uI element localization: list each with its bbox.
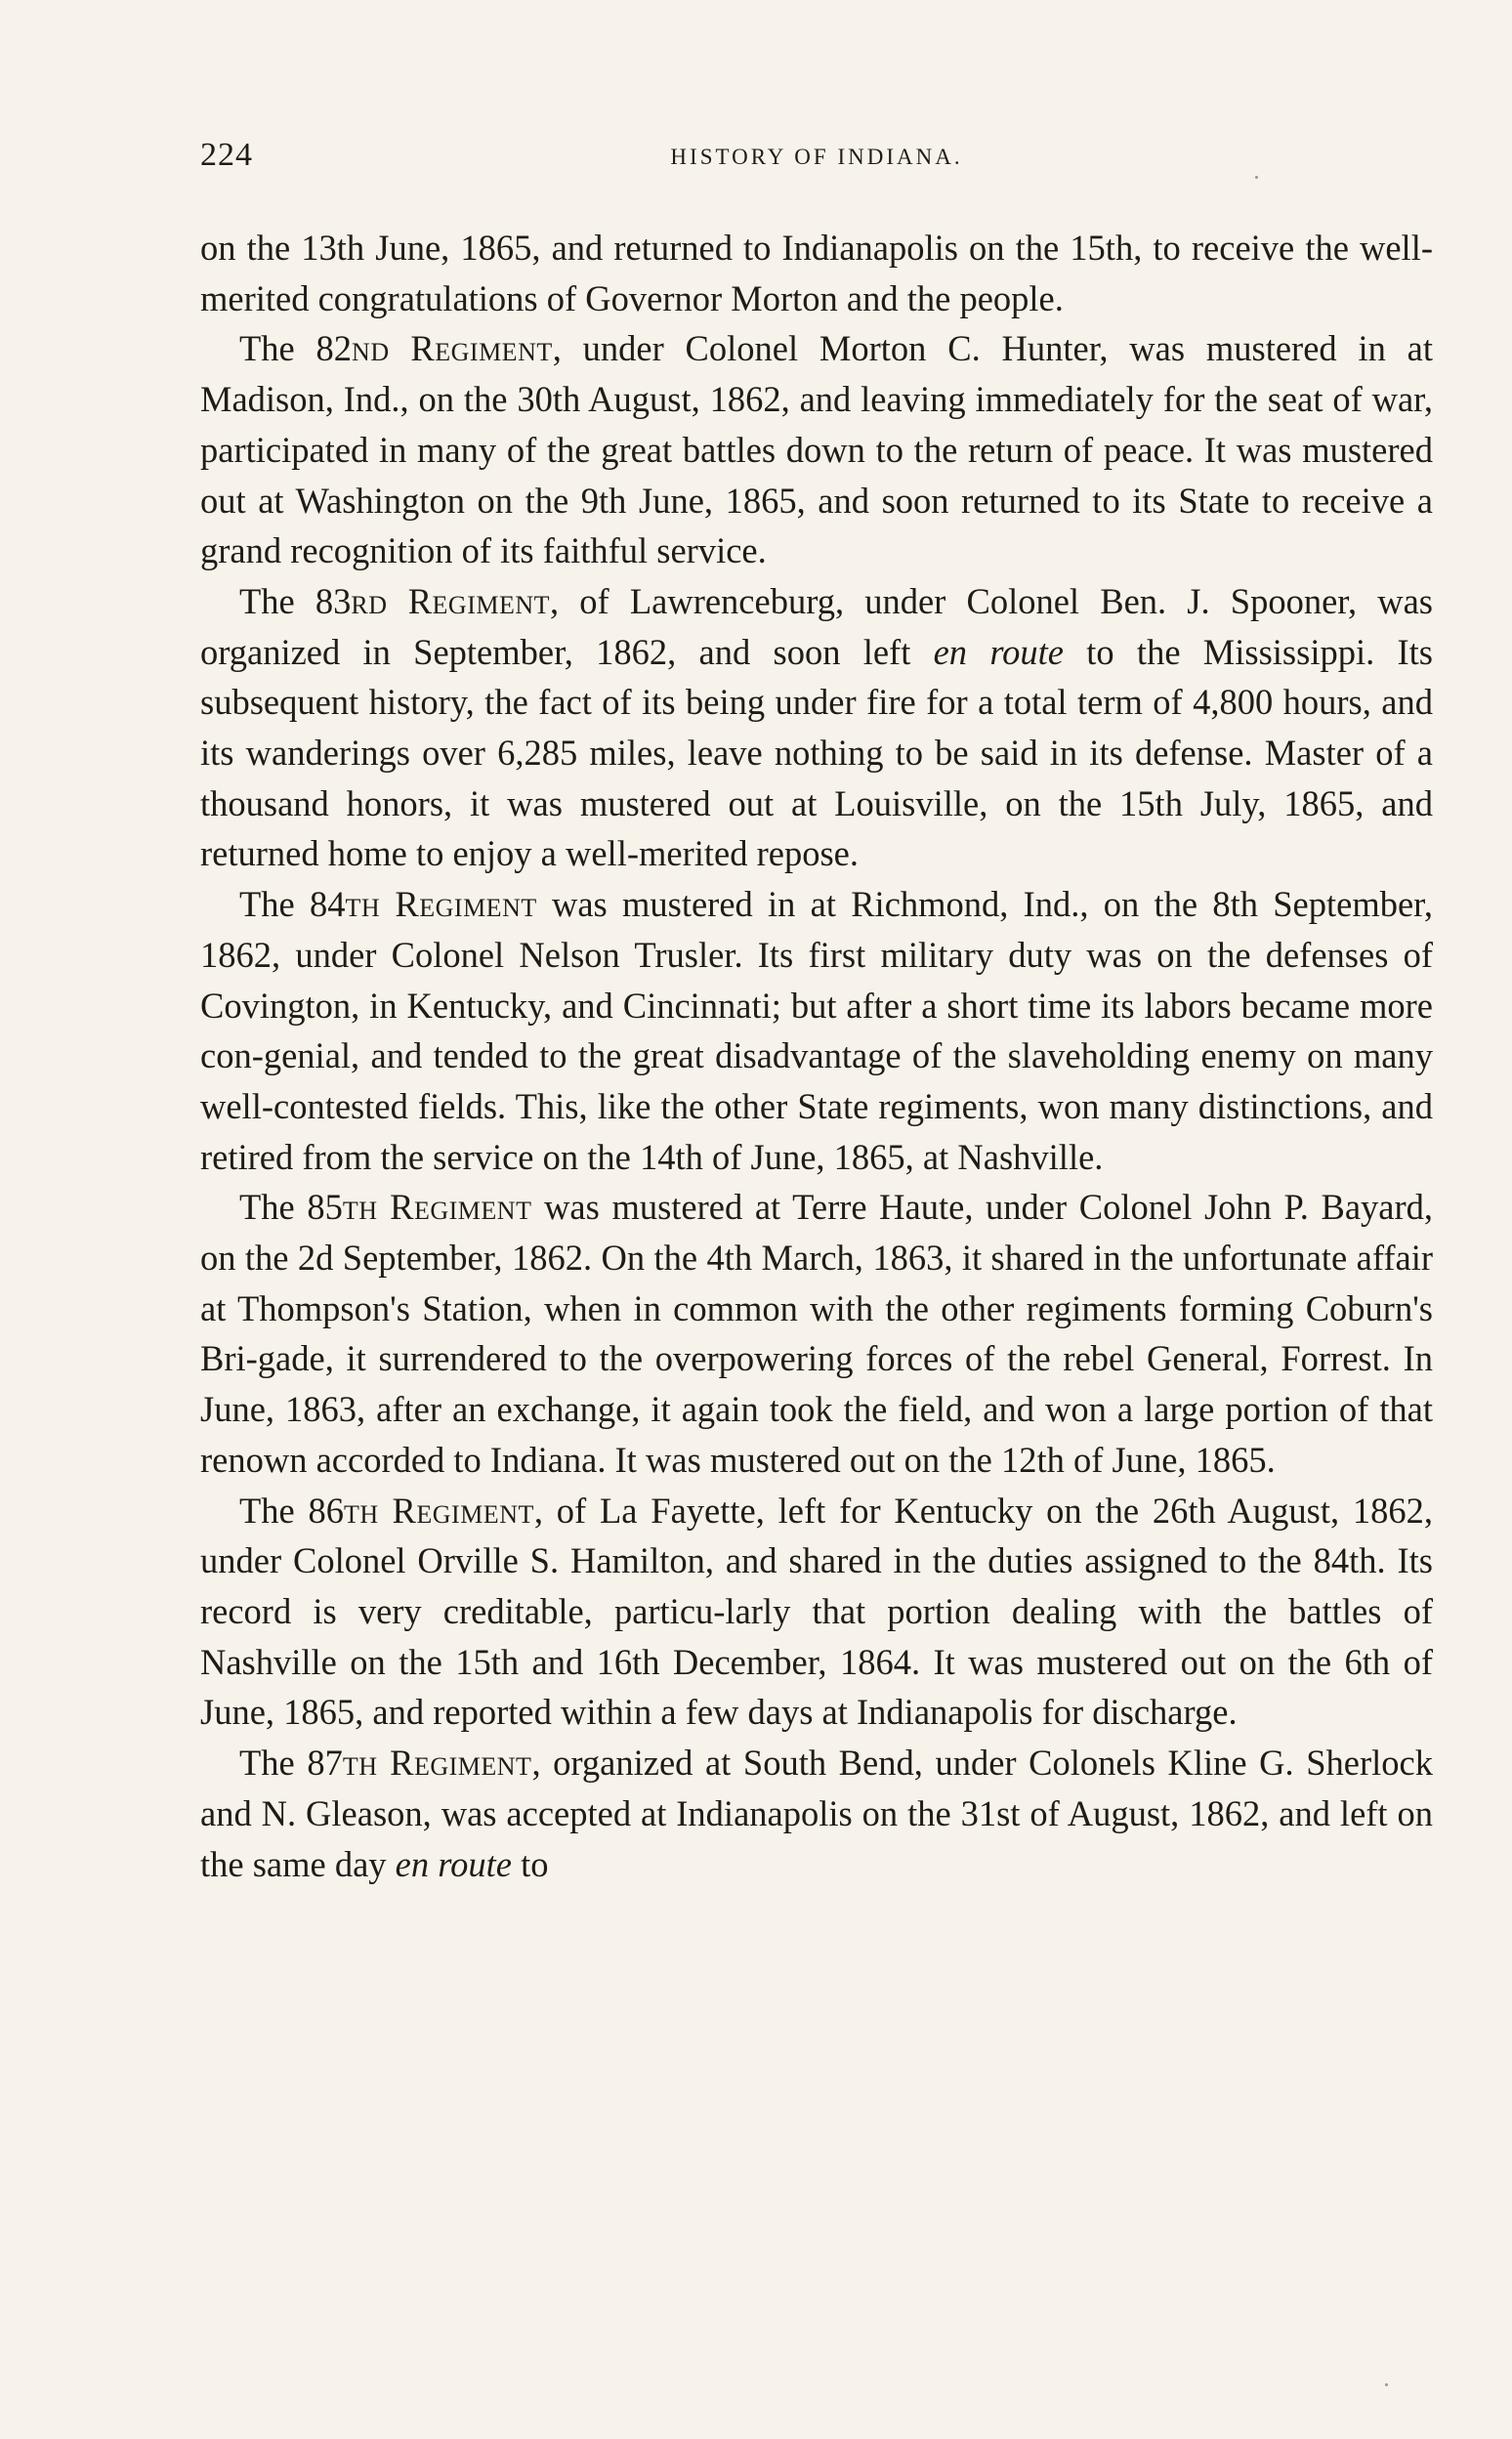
paragraph-text: was mustered at Terre Haute, under Colonel John P. Bayard, on the 2d September, 1862. On the 4th March, 1863, it shared in the unfortunate affair at Thompson's Station, when in common with the other regiments forming Coburn's Bri-gade, it surrendered to the overpowering forces of the rebel General, Forrest. In June, 1863, after an exchange, it again took the field, and won a large portion of that renown accorded to Indiana. It was mustered out on the 12th of June, 1865. <box>200 1187 1434 1480</box>
regiment-number: 86 <box>308 1490 345 1531</box>
body-text <box>200 223 1433 1889</box>
paragraph-84th-regiment: The 84th Regiment was mustered in at Richmond, Ind., on the 8th September, 1862, under Colonel Nelson Trusler. Its first military duty was on the defenses of Covington, in Kentucky, and Cincinnati; but after a short time its labors became more con-genial, and tended to the great disadvantage of the slaveholding enemy on many well-contested fields. This, like the other State regiments, won many distinctions, and retired from the service on the 14th of June, 1865, at Nashville. <box>200 884 1433 1177</box>
regiment-heading: Regiment <box>390 1743 532 1784</box>
regiment-number: 83 <box>315 580 352 621</box>
running-head: HISTORY OF INDIANA. <box>670 145 963 169</box>
regiment-heading: Regiment <box>410 328 553 369</box>
paragraph-text: to <box>511 1843 549 1884</box>
paragraph-text: , of La Fayette, left for Kentucky on the 26th August, 1862, under Colonel Orville S. Hamilton, and shared in the duties assigned to the 84th. Its record is very creditable, particu-larly that portion dealing with the battles of Nashville on the 15th and 16th December, 1864. It was mustered out on the 6th of June, 1865, and reported within a few days at Indianapolis for discharge. <box>200 1490 1434 1733</box>
regiment-heading: Regiment <box>407 580 551 621</box>
italic-phrase: en route <box>933 631 1065 672</box>
paragraph-87th-regiment: The 87th Regiment, organized at South Bend, under Colonels Kline G. Sherlock and N. Gleason, was accepted at Indianapolis on the 31st of August, 1862, and left on the same day en route to <box>200 1743 1434 1884</box>
regiment-heading: Regiment <box>392 1490 534 1531</box>
paragraph-text: on the 13th June, 1865, and returned to Indianapolis on the 15th, to receive the well-merited congratulations of Governor Morton and the people. <box>200 228 1433 318</box>
italic-phrase: en route <box>395 1843 512 1884</box>
regiment-heading: Regiment <box>395 884 537 925</box>
paragraph-text: to the Mississippi. Its subsequent history, the fact of its being under fire for a total term of 4,800 hours, and its wanderings over 6,285 miles, leave nothing to be said in its defense. Master of a thousand honors, it was mustered out at Louisville, on the 15th July, 1865, and returned home to enjoy a well-merited repose. <box>200 631 1433 874</box>
paragraph-text: was mustered in at Richmond, Ind., on the 8th September, 1862, under Colonel Nelson Trusler. Its first military duty was on the defenses of Covington, in Kentucky, and Cincinnati; but after a short time its labors became more con-genial, and tended to the great disadvantage of the slaveholding enemy on many well-contested fields. This, like the other State regiments, won many distinctions, and retired from the service on the 14th of June, 1865, at Nashville. <box>200 884 1433 1177</box>
paragraph-81st-conclusion <box>200 223 1433 323</box>
paragraph-text: , organized at South Bend, under Colonels Kline G. Sherlock and N. Gleason, was accepted at Indianapolis on the 31st of August, 1862, and left on the same day <box>200 1743 1434 1884</box>
page-header <box>200 137 1433 195</box>
regiment-number: 87 <box>307 1743 343 1784</box>
paper-speck <box>1255 176 1258 179</box>
regiment-number: 84 <box>309 884 346 925</box>
paragraph-85th-regiment: The 85th Regiment was mustered at Terre Haute, under Colonel John P. Bayard, on the 2d September, 1862. On the 4th March, 1863, it shared in the unfortunate affair at Thompson's Station, when in common with the other regiments forming Coburn's Bri-gade, it surrendered to the overpowering forces of the rebel General, Forrest. In June, 1863, after an exchange, it again took the field, and won a large portion of that renown accorded to Indiana. It was mustered out on the 12th of June, 1865. <box>200 1187 1434 1480</box>
paragraph-text: , under Colonel Morton C. Hunter, was mustered in at Madison, Ind., on the 30th August, 1862, and leaving immediately for the seat of war, participated in many of the great battles down to the return of peace. It was mustered out at Washington on the 9th June, 1865, and soon returned to its State to receive a grand recognition of its faithful service. <box>200 328 1433 571</box>
regiment-number: 82 <box>315 328 353 369</box>
paragraph-83rd-regiment: The 83rd Regiment, of Lawrenceburg, under Colonel Ben. J. Spooner, was organized in September, 1862, and soon left en route to the Mississippi. Its subsequent history, the fact of its being under fire for a total term of 4,800 hours, and its wanderings over 6,285 miles, leave nothing to be said in its defense. Master of a thousand honors, it was mustered out at Louisville, on the 15th July, 1865, and returned home to enjoy a well-merited repose. <box>200 580 1434 874</box>
paragraph-text: , of Lawrenceburg, under Colonel Ben. J. Spooner, was organized in September, 1862, and soon left <box>200 580 1434 672</box>
regiment-number: 85 <box>307 1187 343 1228</box>
regiment-heading: Regiment <box>390 1187 532 1228</box>
paragraph-82nd-regiment: The 82nd Regiment, under Colonel Morton C. Hunter, was mustered in at Madison, Ind., on the 30th August, 1862, and leaving immediately for the seat of war, participated in many of the great battles down to the return of peace. It was mustered out at Washington on the 9th June, 1865, and soon returned to its State to receive a grand recognition of its faithful service. <box>200 328 1433 571</box>
paragraph-86th-regiment: The 86th Regiment, of La Fayette, left for Kentucky on the 26th August, 1862, under Colonel Orville S. Hamilton, and shared in the duties assigned to the 84th. Its record is very creditable, particu-larly that portion dealing with the battles of Nashville on the 15th and 16th December, 1864. It was mustered out on the 6th of June, 1865, and reported within a few days at Indianapolis for discharge. <box>200 1490 1434 1733</box>
paper-speck <box>1385 2383 1388 2386</box>
page-number: 224 <box>200 137 253 173</box>
